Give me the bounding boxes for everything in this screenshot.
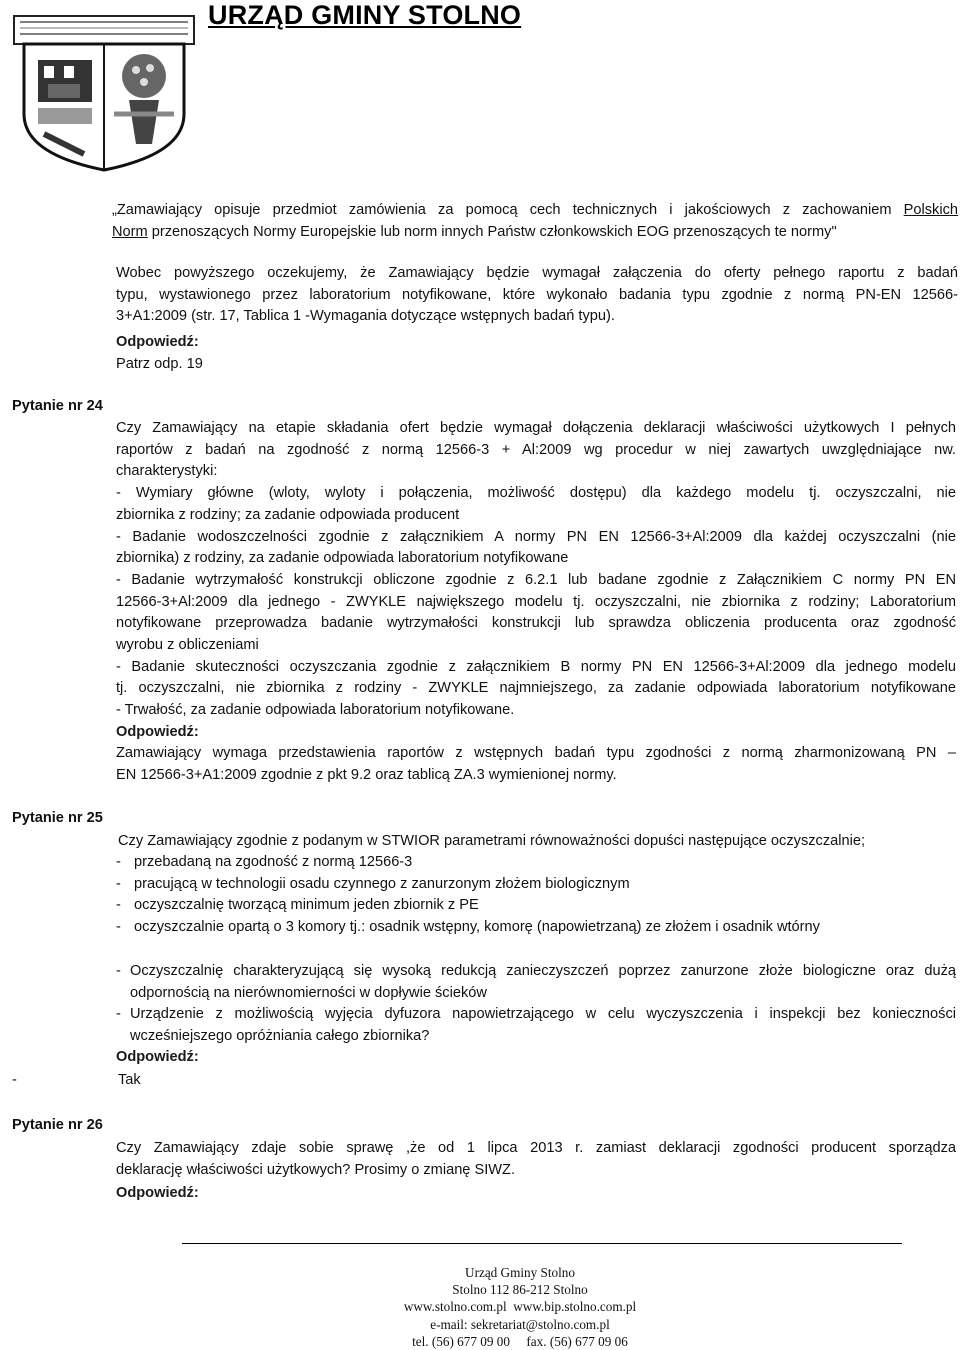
q24-line: - Badanie skuteczności oczyszczania zgodnie z załącznikiem B normy PN EN 12566-3+Al:2009 dla jednego modelu xyxy=(116,658,956,675)
question-25-answer-label: Odpowiedź: xyxy=(116,1049,199,1065)
q24-line: - Badanie wytrzymałość konstrukcji obliczone zgodnie z 6.2.1 lub badane zgodnie z Załącznikiem C normy PN EN xyxy=(116,571,956,588)
footer-bip-link[interactable]: www.bip.stolno.com.pl xyxy=(513,1299,637,1315)
intro-quote xyxy=(112,200,958,243)
page-header-title: URZĄD GMINY STOLNO xyxy=(208,0,522,30)
question-24-body xyxy=(116,418,956,722)
intro-line: 3+A1:2009 (str. 17, Tablica 1 -Wymagania dotyczące wstępnych badań typu). xyxy=(116,308,615,325)
question-25-intro: Czy Zamawiający zgodnie z podanym w STWIOR parametrami równoważności dopuści następujące oczyszczalnie; xyxy=(118,833,866,849)
q24-answer-line: EN 12566-3+A1:2009 zgodnie z pkt 9.2 oraz tablicą ZA.3 wymienionej normy. xyxy=(116,766,617,783)
list-item xyxy=(116,1004,956,1047)
list-item-text: wcześniejszego opróżniania całego zbiornika? xyxy=(130,1028,430,1045)
intro-answer: Patrz odp. 19 xyxy=(116,356,203,372)
list-dash: - xyxy=(116,1006,121,1023)
footer-office-name: Urząd Gminy Stolno xyxy=(465,1265,575,1280)
question-24-answer xyxy=(116,743,956,786)
footer-email[interactable]: e-mail: sekretariat@stolno.com.pl xyxy=(430,1316,610,1332)
footer-address: Stolno 112 86-212 Stolno xyxy=(452,1282,588,1298)
list-item xyxy=(116,895,820,917)
q24-line: zbiornika z rodziny; za zadanie odpowiada producent xyxy=(116,506,460,523)
list-dash: - xyxy=(116,919,121,936)
list-item-text: przebadaną na zgodność z normą 12566-3 xyxy=(134,854,413,870)
list-item xyxy=(116,917,820,939)
q26-line: deklarację właściwości użytkowych? Prosimy o zmianę SIWZ. xyxy=(116,1161,516,1178)
quote-text-2: przenoszących Normy Europejskie lub norm innych Państw członkowskich EOG przenoszących te normy" xyxy=(151,223,837,240)
list-dash: - xyxy=(116,963,121,979)
intro-answer-label: Odpowiedź: xyxy=(116,334,199,350)
question-26-title: Pytanie nr 26 xyxy=(12,1117,103,1133)
list-dash: - xyxy=(116,854,121,870)
q26-line: Czy Zamawiający zdaje sobie sprawę ,że od 1 lipca 2013 r. zamiast deklaracji zgodności producent sporządza xyxy=(116,1140,956,1156)
q24-line: - Wymiary główne (wloty, wyloty i połączenia, możliwość dostępu) dla każdego modelu tj. oczyszczalni, nie xyxy=(116,485,956,502)
q24-line: tj. oczyszczalni, nie zbiornika z rodziny - ZWYKLE najmniejszego, za zadanie odpowiada laboratorium notyfikowane xyxy=(116,680,956,697)
intro-line: Wobec powyższego oczekujemy, że Zamawiający będzie wymagał załączenia do oferty pełnego raportu z badań xyxy=(116,265,958,281)
question-26-body xyxy=(116,1138,956,1181)
list-item-text: pracującą w technologii osadu czynnego z zanurzonym złożem biologicznym xyxy=(134,875,630,892)
footer-tel: tel. (56) 677 09 00 xyxy=(412,1333,510,1349)
q24-line: 12566-3+Al:2009 dla jednego - ZWYKLE największego modelu tj. oczyszczalni, nie zbiornika z rodziny; Laboratorium xyxy=(116,593,956,610)
question-24-title: Pytanie nr 24 xyxy=(12,398,103,414)
intro-paragraph xyxy=(116,263,958,328)
footer xyxy=(240,1264,800,1350)
list-item-text: Urządzenie z możliwością wyjęcia dyfuzora napowietrzającego w celu wyczyszczenia i inspekcji bez konieczności xyxy=(130,1006,956,1023)
q24-line: raportów z badań na zgodność z normą 12566-3 + Al:2009 wg procedur w niej zawartych uwzględniające nw. xyxy=(116,441,956,458)
question-25-title: Pytanie nr 25 xyxy=(12,810,103,826)
coat-of-arms-logo xyxy=(4,4,204,172)
question-25-answer: Tak xyxy=(118,1072,141,1088)
q24-line: zbiornika) z rodziny, za zadanie odpowiada laboratorium notyfikowane xyxy=(116,550,569,567)
question-25-list-2 xyxy=(116,961,956,1048)
q24-line: - Trwałość, za zadanie odpowiada laboratorium notyfikowane. xyxy=(116,702,515,719)
list-item xyxy=(116,874,820,896)
question-25-list xyxy=(116,852,820,939)
list-item-text: oczyszczalnie opartą o 3 komory tj.: osadnik wstępny, komorę (napowietrzaną) ze złożem i osadnik wtórny xyxy=(134,919,820,936)
list-item-text: oczyszczalnię tworzącą minimum jeden zbiornik z PE xyxy=(134,897,479,914)
footer-website-link[interactable]: www.stolno.com.pl xyxy=(403,1299,507,1315)
q24-line: Czy Zamawiający na etapie składania ofert będzie wymagał dołączenia deklaracji właściwości użytkowych I pełnych xyxy=(116,420,956,436)
quote-link-norm[interactable]: Norm xyxy=(112,223,148,240)
intro-line: typu, wystawionego przez laboratorium notyfikowane, które wykonało badania typu zgodnie z normą PN-EN 12566- xyxy=(116,286,958,303)
list-item xyxy=(116,961,956,1004)
footer-fax: fax. (56) 677 09 06 xyxy=(526,1333,628,1349)
question-26-answer-label: Odpowiedź: xyxy=(116,1185,199,1201)
q24-line: charakterystyki: xyxy=(116,463,218,480)
quote-link-polskich[interactable]: Polskich xyxy=(903,202,958,218)
list-item-text: odpornością na nierównomierności w dopływie ścieków xyxy=(130,984,487,1001)
list-item-text: Oczyszczalnię charakteryzującą się wysoką redukcją zanieczyszczeń poprzez zanurzone złoże biologiczne oraz dużą xyxy=(130,963,956,979)
q24-line: - Badanie wodoszczelności zgodnie z załącznikiem A normy PN EN 12566-3+Al:2009 dla każdej oczyszczalni (nie xyxy=(116,528,956,545)
footer-divider xyxy=(182,1243,902,1244)
quote-text-1: „Zamawiający opisuje przedmiot zamówienia za pomocą cech technicznych i jakościowych z zachowaniem xyxy=(112,202,904,218)
footer-websites xyxy=(240,1298,800,1315)
question-24-answer-label: Odpowiedź: xyxy=(116,724,199,740)
q24-line: wyrobu z obliczeniami xyxy=(116,637,259,654)
q24-answer-line: Zamawiający wymaga przedstawienia raportów z wstępnych badań typu zgodności z normą zharmonizowaną PN – xyxy=(116,745,956,761)
question-25-answer-dash: - xyxy=(12,1072,17,1088)
list-dash: - xyxy=(116,875,121,892)
q24-line: notyfikowane przeprowadza badanie wytrzymałości konstrukcji lub sprawdza obliczenia producenta oraz zgodność xyxy=(116,615,956,632)
list-item xyxy=(116,852,820,874)
footer-phones xyxy=(240,1333,800,1350)
list-dash: - xyxy=(116,897,121,914)
